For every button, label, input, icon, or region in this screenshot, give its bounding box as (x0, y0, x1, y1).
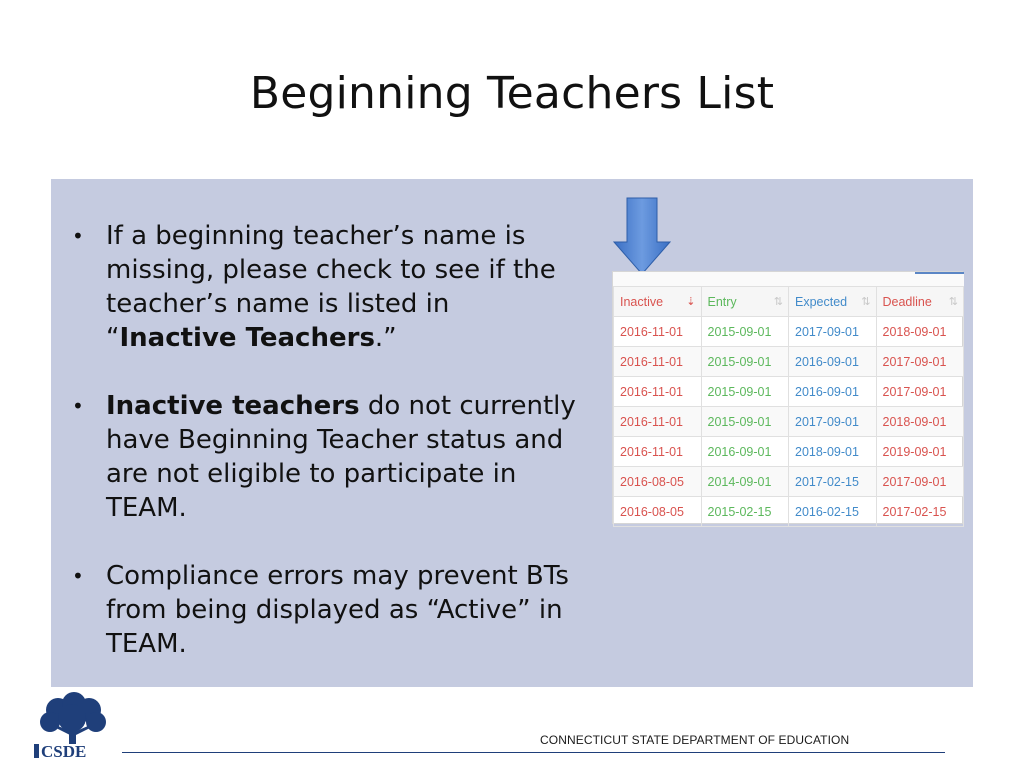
table-cell-expected: 2016-09-01 (789, 347, 877, 377)
table-cell-entry: 2015-02-15 (701, 497, 789, 527)
bullet-text (106, 219, 582, 355)
table-cell-inactive: 2016-08-05 (614, 467, 702, 497)
bullet-text-bold: Inactive Teachers (119, 323, 375, 353)
column-header-label: Deadline (882, 294, 932, 309)
column-header-label: Inactive (620, 294, 664, 309)
table-row (614, 467, 964, 497)
inactive-teachers-table (613, 286, 964, 527)
table-cell-expected: 2016-09-01 (789, 377, 877, 407)
sort-icon[interactable]: ⇅ (861, 296, 871, 308)
bullet-text-run: If a beginning teacher’s name is missing, please check to see if the teacher’s name is listed in “ (106, 221, 556, 353)
column-header-label: Expected (795, 294, 848, 309)
table-cell-entry: 2015-09-01 (701, 317, 789, 347)
table-row (614, 317, 964, 347)
table-cell-expected: 2016-02-15 (789, 497, 877, 527)
table-accent-bar (915, 272, 964, 274)
bullet-text-bold: Inactive teachers (106, 391, 360, 421)
table-cell-inactive: 2016-11-01 (614, 407, 702, 437)
inactive-teachers-table-screenshot (612, 271, 963, 524)
table-cell-deadline: 2017-02-15 (876, 497, 964, 527)
footer-department: CONNECTICUT STATE DEPARTMENT OF EDUCATION (540, 733, 850, 747)
column-header-entry[interactable] (701, 287, 789, 317)
bullet-text (106, 389, 582, 525)
bullet-text-run: .” (374, 323, 397, 353)
column-header-expected[interactable] (789, 287, 877, 317)
table-row (614, 347, 964, 377)
table-row (614, 437, 964, 467)
column-header-deadline[interactable] (876, 287, 964, 317)
table-cell-entry: 2015-09-01 (701, 377, 789, 407)
column-header-inactive[interactable] (614, 287, 702, 317)
table-cell-deadline: 2017-09-01 (876, 467, 964, 497)
table-row (614, 377, 964, 407)
footer-divider (122, 752, 945, 753)
bullet-text-run: do not currently have Beginning Teacher status and are not eligible to participate in TEAM. (106, 391, 576, 523)
bullet-text (106, 559, 582, 661)
sort-desc-icon[interactable]: ⇣ (686, 296, 696, 308)
table-cell-entry: 2015-09-01 (701, 407, 789, 437)
table-cell-inactive: 2016-11-01 (614, 437, 702, 467)
csde-logo (34, 692, 112, 760)
table-cell-expected: 2017-02-15 (789, 467, 877, 497)
table-cell-deadline: 2017-09-01 (876, 347, 964, 377)
table-cell-deadline: 2017-09-01 (876, 377, 964, 407)
column-header-label: Entry (707, 294, 737, 309)
table-cell-deadline: 2018-09-01 (876, 407, 964, 437)
table-cell-entry: 2016-09-01 (701, 437, 789, 467)
bullet-item (62, 219, 582, 355)
bullet-marker: • (72, 394, 84, 418)
bullet-item (62, 559, 582, 661)
bullet-text-run: Compliance errors may prevent BTs from being displayed as “Active” in TEAM. (106, 561, 569, 659)
table-cell-deadline: 2019-09-01 (876, 437, 964, 467)
table-cell-expected: 2018-09-01 (789, 437, 877, 467)
table-cell-inactive: 2016-08-05 (614, 497, 702, 527)
table-cell-entry: 2015-09-01 (701, 347, 789, 377)
table-row (614, 497, 964, 527)
table-toolbar-strip (613, 272, 964, 287)
bullet-marker: • (72, 564, 84, 588)
table-row (614, 407, 964, 437)
table-cell-inactive: 2016-11-01 (614, 377, 702, 407)
sort-icon[interactable]: ⇅ (773, 296, 783, 308)
table-cell-expected: 2017-09-01 (789, 317, 877, 347)
table-cell-expected: 2017-09-01 (789, 407, 877, 437)
slide-title: Beginning Teachers List (249, 68, 775, 119)
table-cell-inactive: 2016-11-01 (614, 347, 702, 377)
down-arrow-icon (612, 196, 672, 276)
table-cell-entry: 2014-09-01 (701, 467, 789, 497)
table-cell-inactive: 2016-11-01 (614, 317, 702, 347)
bullet-marker: • (72, 224, 84, 248)
table-cell-deadline: 2018-09-01 (876, 317, 964, 347)
bullet-item (62, 389, 582, 525)
sort-icon[interactable]: ⇅ (948, 296, 958, 308)
logo-text: CSDE (41, 742, 87, 760)
bullet-list (62, 219, 582, 695)
